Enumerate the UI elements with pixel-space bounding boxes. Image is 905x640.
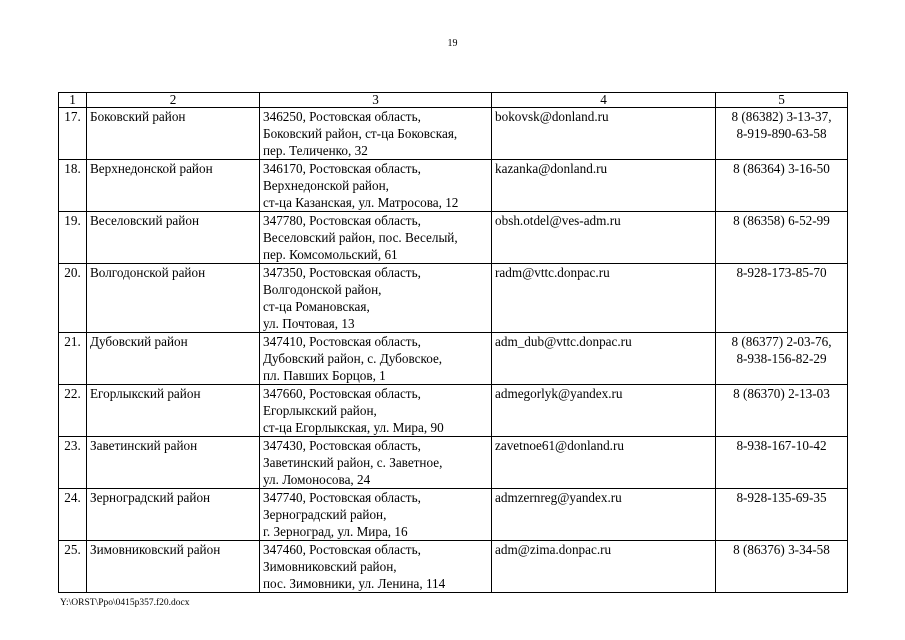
header-row — [59, 93, 848, 108]
table-row — [59, 489, 848, 541]
phone-line: 8 (86358) 6-52-99 — [733, 213, 830, 228]
email-cell: admzernreg@yandex.ru — [492, 489, 716, 541]
address-line: 347660, Ростовская область, — [263, 386, 421, 401]
email-cell: zavetnoe61@donland.ru — [492, 437, 716, 489]
address-line: 346170, Ростовская область, — [263, 161, 421, 176]
address-cell — [260, 437, 492, 489]
address-line: 346250, Ростовская область, — [263, 109, 421, 124]
phone-line: 8-928-135-69-35 — [736, 490, 827, 505]
district-name: Боковский район — [87, 108, 260, 160]
row-number: 25. — [59, 541, 87, 593]
table-row — [59, 541, 848, 593]
address-line: Верхнедонской район, — [263, 178, 389, 193]
district-name: Волгодонской район — [87, 264, 260, 333]
phone-line: 8 (86377) 2-03-76, — [731, 334, 832, 349]
phone-cell — [716, 264, 848, 333]
district-name: Верхнедонской район — [87, 160, 260, 212]
row-number: 20. — [59, 264, 87, 333]
phone-line: 8 (86364) 3-16-50 — [733, 161, 830, 176]
address-cell — [260, 108, 492, 160]
district-name: Заветинский район — [87, 437, 260, 489]
row-number: 22. — [59, 385, 87, 437]
email-cell: adm_dub@vttc.donpac.ru — [492, 333, 716, 385]
table-row — [59, 212, 848, 264]
address-line: пер. Комсомольский, 61 — [263, 247, 398, 262]
address-line: Егорлыкский район, — [263, 403, 377, 418]
address-line: 347740, Ростовская область, — [263, 490, 421, 505]
table-row — [59, 437, 848, 489]
row-number: 17. — [59, 108, 87, 160]
phone-cell — [716, 489, 848, 541]
phone-cell — [716, 385, 848, 437]
address-line: ст-ца Егорлыкская, ул. Мира, 90 — [263, 420, 444, 435]
address-line: Зимовниковский район, — [263, 559, 397, 574]
district-contacts-table — [58, 92, 848, 593]
phone-cell — [716, 541, 848, 593]
address-line: пос. Зимовники, ул. Ленина, 114 — [263, 576, 446, 591]
email-cell: obsh.otdel@ves-adm.ru — [492, 212, 716, 264]
address-line: Зерноградский район, — [263, 507, 387, 522]
header-col-5: 5 — [716, 93, 848, 108]
row-number: 18. — [59, 160, 87, 212]
table-row — [59, 108, 848, 160]
row-number: 24. — [59, 489, 87, 541]
phone-cell — [716, 160, 848, 212]
phone-cell — [716, 212, 848, 264]
address-line: ст-ца Романовская, — [263, 299, 370, 314]
address-line: 347350, Ростовская область, — [263, 265, 421, 280]
phone-line: 8-919-890-63-58 — [736, 126, 827, 141]
phone-line: 8-938-156-82-29 — [736, 351, 827, 366]
table-row — [59, 160, 848, 212]
address-line: 347460, Ростовская область, — [263, 542, 421, 557]
address-cell — [260, 489, 492, 541]
header-col-4: 4 — [492, 93, 716, 108]
address-line: Волгодонской район, — [263, 282, 382, 297]
address-line: 347430, Ростовская область, — [263, 438, 421, 453]
address-cell — [260, 333, 492, 385]
phone-line: 8 (86382) 3-13-37, — [731, 109, 832, 124]
phone-cell — [716, 108, 848, 160]
district-name: Зерноградский район — [87, 489, 260, 541]
address-line: Заветинский район, с. Заветное, — [263, 455, 443, 470]
row-number: 23. — [59, 437, 87, 489]
address-line: 347780, Ростовская область, — [263, 213, 421, 228]
page-number: 19 — [447, 38, 458, 49]
address-line: пл. Павших Борцов, 1 — [263, 368, 386, 383]
phone-cell — [716, 437, 848, 489]
address-cell — [260, 160, 492, 212]
table-row — [59, 264, 848, 333]
header-col-3: 3 — [260, 93, 492, 108]
district-name: Дубовский район — [87, 333, 260, 385]
email-cell: radm@vttc.donpac.ru — [492, 264, 716, 333]
address-line: пер. Теличенко, 32 — [263, 143, 368, 158]
phone-line: 8 (86376) 3-34-58 — [733, 542, 830, 557]
row-number: 19. — [59, 212, 87, 264]
address-cell — [260, 385, 492, 437]
email-cell: admegorlyk@yandex.ru — [492, 385, 716, 437]
address-line: Дубовский район, с. Дубовское, — [263, 351, 443, 366]
file-path-footer: Y:\ORST\Ppo\0415p357.f20.docx — [60, 598, 190, 608]
email-cell: adm@zima.donpac.ru — [492, 541, 716, 593]
table-row — [59, 385, 848, 437]
address-line: ст-ца Казанская, ул. Матросова, 12 — [263, 195, 459, 210]
district-name: Зимовниковский район — [87, 541, 260, 593]
district-name: Веселовский район — [87, 212, 260, 264]
phone-line: 8-928-173-85-70 — [736, 265, 827, 280]
address-cell — [260, 264, 492, 333]
address-cell — [260, 541, 492, 593]
address-line: ул. Ломоносова, 24 — [263, 472, 371, 487]
phone-line: 8-938-167-10-42 — [736, 438, 827, 453]
header-col-2: 2 — [87, 93, 260, 108]
address-line: ул. Почтовая, 13 — [263, 316, 355, 331]
table-row — [59, 333, 848, 385]
address-cell — [260, 212, 492, 264]
header-col-1: 1 — [59, 93, 87, 108]
address-line: Боковский район, ст-ца Боковская, — [263, 126, 458, 141]
table-body — [59, 108, 848, 593]
address-line: г. Зерноград, ул. Мира, 16 — [263, 524, 408, 539]
row-number: 21. — [59, 333, 87, 385]
address-line: Веселовский район, пос. Веселый, — [263, 230, 458, 245]
address-line: 347410, Ростовская область, — [263, 334, 421, 349]
email-cell: bokovsk@donland.ru — [492, 108, 716, 160]
district-name: Егорлыкский район — [87, 385, 260, 437]
phone-line: 8 (86370) 2-13-03 — [733, 386, 830, 401]
phone-cell — [716, 333, 848, 385]
email-cell: kazanka@donland.ru — [492, 160, 716, 212]
